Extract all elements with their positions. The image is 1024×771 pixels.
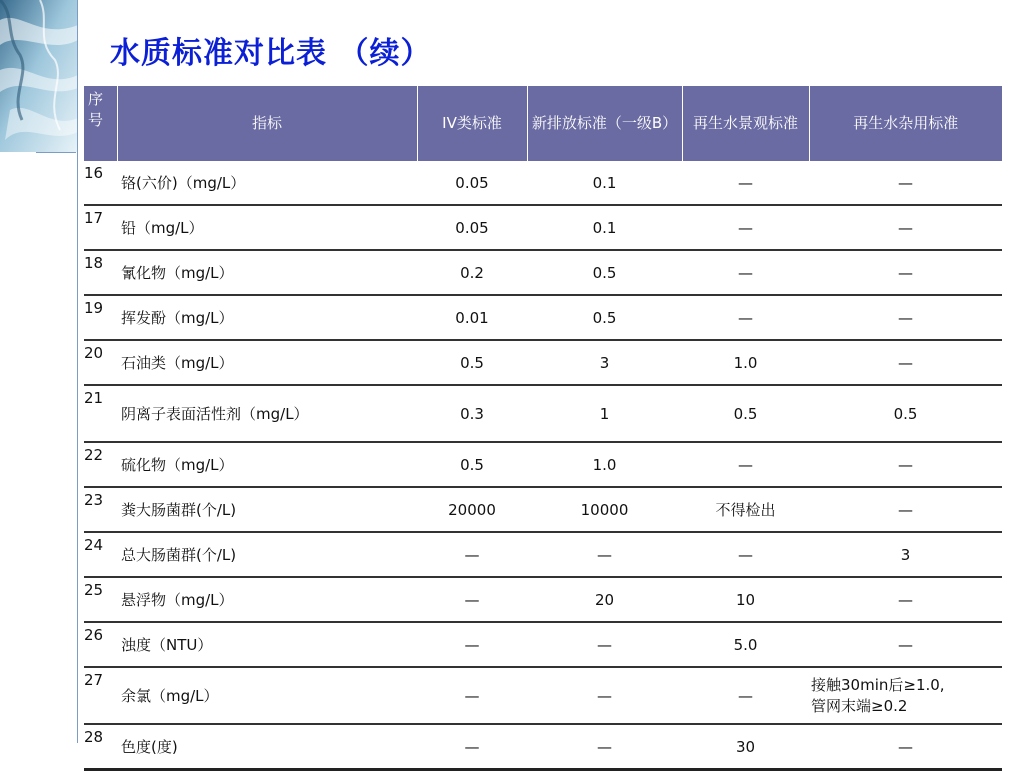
header-landscape: 再生水景观标准 — [682, 86, 809, 161]
decor-horizontal-line — [36, 152, 76, 153]
row-landscape: — — [682, 161, 809, 205]
row-seq: 17 — [84, 205, 117, 250]
row-landscape: 5.0 — [682, 622, 809, 667]
row-indicator: 硫化物（mg/L） — [117, 442, 417, 487]
table-row — [84, 205, 1002, 250]
row-misc: — — [809, 295, 1002, 340]
row-iv: — — [417, 724, 527, 770]
row-discharge: 3 — [527, 340, 682, 385]
header-discharge: 新排放标准（一级B） — [527, 86, 682, 161]
row-indicator: 挥发酚（mg/L） — [117, 295, 417, 340]
row-discharge: — — [527, 667, 682, 724]
row-indicator: 铬(六价)（mg/L） — [117, 161, 417, 205]
row-misc: — — [809, 577, 1002, 622]
row-discharge: — — [527, 622, 682, 667]
row-indicator: 阴离子表面活性剂（mg/L） — [117, 385, 417, 442]
table-row — [84, 250, 1002, 295]
row-iv: 0.5 — [417, 442, 527, 487]
header-iv: IV类标准 — [417, 86, 527, 161]
water-quality-table — [84, 86, 1002, 771]
table-row — [84, 487, 1002, 532]
table-header-row — [84, 86, 1002, 161]
row-discharge: 0.1 — [527, 161, 682, 205]
row-landscape: — — [682, 442, 809, 487]
water-splash-image — [0, 0, 78, 152]
row-seq: 19 — [84, 295, 117, 340]
row-misc: — — [809, 250, 1002, 295]
table-row — [84, 442, 1002, 487]
row-iv: 20000 — [417, 487, 527, 532]
row-seq: 20 — [84, 340, 117, 385]
row-seq: 26 — [84, 622, 117, 667]
row-discharge: 10000 — [527, 487, 682, 532]
row-indicator: 氰化物（mg/L） — [117, 250, 417, 295]
row-iv: 0.05 — [417, 161, 527, 205]
row-indicator: 铅（mg/L） — [117, 205, 417, 250]
row-seq: 22 — [84, 442, 117, 487]
row-landscape: 10 — [682, 577, 809, 622]
row-iv: 0.05 — [417, 205, 527, 250]
header-seq: 序号 — [84, 86, 117, 161]
row-indicator: 色度(度) — [117, 724, 417, 770]
row-misc-line1: 接触30min后≥1.0, — [811, 675, 945, 694]
row-discharge: 1 — [527, 385, 682, 442]
row-discharge: 1.0 — [527, 442, 682, 487]
row-seq: 27 — [84, 667, 117, 724]
row-misc: — — [809, 487, 1002, 532]
table-row — [84, 532, 1002, 577]
row-misc: 0.5 — [809, 385, 1002, 442]
row-misc: — — [809, 442, 1002, 487]
slide-title: 水质标准对比表 （续） — [110, 36, 432, 71]
row-misc: — — [809, 340, 1002, 385]
row-misc: — — [809, 724, 1002, 770]
row-misc — [809, 667, 1002, 724]
row-misc: — — [809, 622, 1002, 667]
row-landscape: 0.5 — [682, 385, 809, 442]
row-seq: 28 — [84, 724, 117, 770]
row-seq: 23 — [84, 487, 117, 532]
row-iv: 0.2 — [417, 250, 527, 295]
row-misc: — — [809, 161, 1002, 205]
table-row — [84, 577, 1002, 622]
row-iv: — — [417, 577, 527, 622]
row-discharge: — — [527, 532, 682, 577]
row-indicator: 余氯（mg/L） — [117, 667, 417, 724]
row-iv: 0.5 — [417, 340, 527, 385]
row-misc: — — [809, 205, 1002, 250]
table-row — [84, 667, 1002, 724]
row-landscape: 不得检出 — [682, 487, 809, 532]
row-discharge: — — [527, 724, 682, 770]
row-indicator: 石油类（mg/L） — [117, 340, 417, 385]
row-landscape: — — [682, 205, 809, 250]
row-misc: 3 — [809, 532, 1002, 577]
row-iv: 0.01 — [417, 295, 527, 340]
table-row — [84, 385, 1002, 442]
row-discharge: 0.5 — [527, 250, 682, 295]
row-iv: — — [417, 532, 527, 577]
table-row — [84, 622, 1002, 667]
table-row — [84, 340, 1002, 385]
row-landscape: — — [682, 667, 809, 724]
row-seq: 16 — [84, 161, 117, 205]
row-indicator: 浊度（NTU） — [117, 622, 417, 667]
header-indicator: 指标 — [117, 86, 417, 161]
table-row — [84, 295, 1002, 340]
row-seq: 18 — [84, 250, 117, 295]
row-indicator: 粪大肠菌群(个/L) — [117, 487, 417, 532]
row-landscape: — — [682, 295, 809, 340]
decor-vertical-line — [77, 0, 78, 743]
row-seq: 25 — [84, 577, 117, 622]
row-landscape: 1.0 — [682, 340, 809, 385]
row-seq: 24 — [84, 532, 117, 577]
table-row — [84, 724, 1002, 770]
table-row — [84, 161, 1002, 205]
row-misc-line2: 管网末端≥0.2 — [811, 696, 908, 715]
row-discharge: 20 — [527, 577, 682, 622]
row-seq: 21 — [84, 385, 117, 442]
row-indicator: 悬浮物（mg/L） — [117, 577, 417, 622]
row-iv: — — [417, 667, 527, 724]
row-landscape: — — [682, 532, 809, 577]
header-misc: 再生水杂用标准 — [809, 86, 1002, 161]
row-indicator: 总大肠菌群(个/L) — [117, 532, 417, 577]
row-discharge: 0.5 — [527, 295, 682, 340]
row-iv: 0.3 — [417, 385, 527, 442]
row-discharge: 0.1 — [527, 205, 682, 250]
row-landscape: 30 — [682, 724, 809, 770]
row-iv: — — [417, 622, 527, 667]
row-landscape: — — [682, 250, 809, 295]
